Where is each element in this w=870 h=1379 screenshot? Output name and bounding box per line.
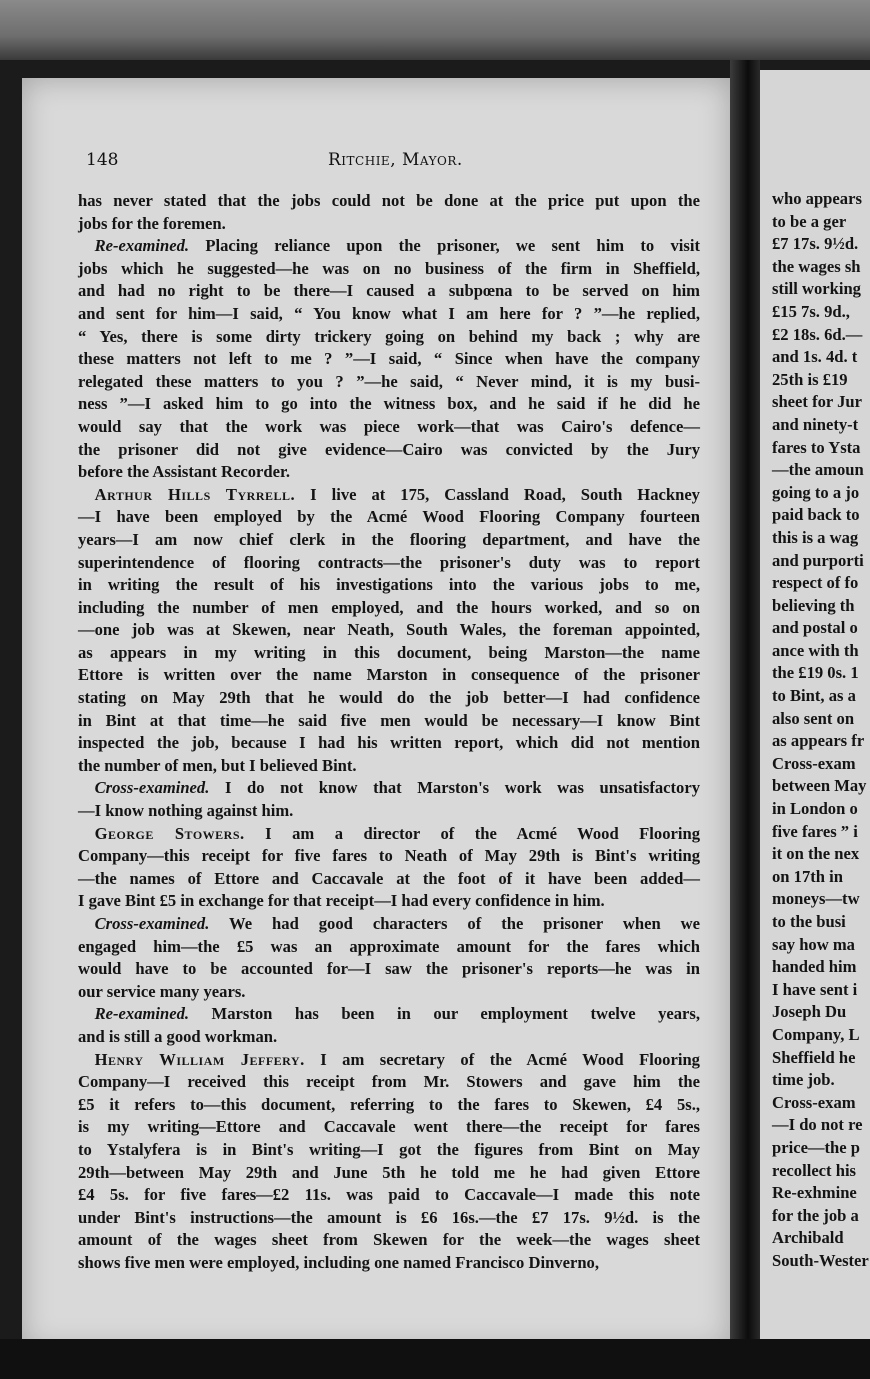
line-text: We had good characters of the prisoner when we bbox=[209, 914, 700, 933]
line-text: before the Assistant Recorder. bbox=[78, 462, 290, 482]
next-page-line: and postal o bbox=[772, 618, 858, 638]
line-text: “ Yes, there is some dirty trickery going on behind my back ; why are bbox=[78, 326, 700, 346]
text-line bbox=[78, 506, 700, 529]
next-page-line: sheet for Jur bbox=[772, 392, 863, 412]
line-text: has never stated that the jobs could not be done at the price put upon the bbox=[78, 191, 700, 210]
text-line bbox=[78, 484, 700, 507]
next-page-line: going to a jo bbox=[772, 482, 860, 502]
next-page-line: £2 18s. 6d.— bbox=[772, 324, 863, 344]
next-page-line: and 1s. 4d. t bbox=[772, 347, 858, 367]
text-line bbox=[78, 823, 700, 846]
witness-name: Henry William Jeffery. bbox=[94, 1049, 305, 1069]
line-text: I am secretary of the Acmé Wood Flooring bbox=[304, 1049, 700, 1069]
line-text: is my writing—Ettore and Caccavale went there—the receipt for fares bbox=[78, 1117, 700, 1137]
line-text: Placing reliance upon the prisoner, we sent him to visit bbox=[189, 236, 700, 256]
next-page-line: Sheffield he bbox=[772, 1047, 856, 1067]
next-page-line: Re-exhmine bbox=[772, 1183, 857, 1203]
line-text: as appears in my writing in this document, being Marston—the name bbox=[78, 642, 700, 662]
witness-name: Arthur Hills Tyrrell. bbox=[94, 484, 296, 504]
text-line bbox=[78, 213, 700, 236]
line-text: superintendence of flooring contracts—the prisoner's duty was to report bbox=[78, 552, 700, 572]
page-number: 148 bbox=[86, 150, 119, 170]
text-line bbox=[78, 755, 700, 778]
running-head: Ritchie, Mayor. bbox=[328, 150, 463, 170]
text-line bbox=[78, 303, 700, 326]
line-text: —I have been employed by the Acmé Wood Flooring Company fourteen bbox=[78, 507, 700, 527]
line-text: I gave Bint £5 in exchange for that receipt—I had every confidence in him. bbox=[78, 891, 605, 911]
line-text: —the names of Ettore and Caccavale at the foot of it have been added— bbox=[78, 868, 700, 888]
line-text: —I know nothing against him. bbox=[78, 801, 294, 821]
text-line bbox=[78, 642, 700, 665]
next-page-line: five fares ” i bbox=[772, 821, 858, 841]
next-page-line: —the amoun bbox=[772, 460, 864, 480]
next-page-line: ance with th bbox=[772, 640, 859, 660]
text-line bbox=[78, 1049, 700, 1072]
next-page-line: Joseph Du bbox=[772, 1002, 847, 1022]
line-text: including the number of men employed, and the hours worked, and so on bbox=[78, 597, 700, 617]
next-page-line: say how ma bbox=[772, 934, 855, 954]
next-page-line: £15 7s. 9d., bbox=[772, 301, 850, 321]
next-page-line: to Bint, as a bbox=[772, 686, 856, 706]
page-body-text bbox=[78, 190, 700, 1275]
page-header bbox=[86, 150, 696, 176]
line-text: would have to be accounted for—I saw the prisoner's reports—he was in bbox=[78, 959, 700, 979]
next-page-line: this is a wag bbox=[772, 527, 859, 547]
line-text: Marston has been in our employment twelve years, bbox=[189, 1004, 700, 1024]
witness-name: George Stowers. bbox=[94, 823, 245, 843]
examination-label: Cross-examined. bbox=[94, 778, 210, 798]
text-line bbox=[78, 1139, 700, 1162]
text-line bbox=[78, 1071, 700, 1094]
text-line bbox=[78, 958, 700, 981]
line-text: I do not know that Marston's work was unsatisfactory bbox=[209, 778, 700, 798]
text-line bbox=[78, 393, 700, 416]
next-page-line: and purporti bbox=[772, 550, 864, 570]
line-text: jobs for the foremen. bbox=[78, 213, 226, 233]
next-page-line: —I do not re bbox=[772, 1115, 863, 1135]
text-line bbox=[78, 732, 700, 755]
line-text: jobs which he suggested—he was on no business of the firm in Sheffield, bbox=[78, 258, 700, 278]
line-text: and had no right to be there—I caused a subpœna to be served on him bbox=[78, 281, 700, 301]
line-text: I am a director of the Acmé Wood Flooring bbox=[244, 823, 700, 843]
text-line bbox=[78, 574, 700, 597]
line-text: Company—this receipt for five fares to Neath of May 29th is Bint's writing bbox=[78, 846, 700, 866]
line-text: would say that the work was piece work—that was Cairo's defence— bbox=[78, 416, 700, 436]
line-text: under Bint's instructions—the amount is £6 16s.—the £7 17s. 9½d. is the bbox=[78, 1207, 700, 1227]
text-line bbox=[78, 687, 700, 710]
next-page-line: I have sent i bbox=[772, 979, 858, 999]
scan-bottom-border bbox=[0, 1339, 870, 1379]
line-text: our service many years. bbox=[78, 981, 246, 1001]
text-line bbox=[78, 190, 700, 213]
next-page-line: who appears bbox=[772, 189, 862, 208]
text-line bbox=[78, 371, 700, 394]
line-text: engaged him—the £5 was an approximate amount for the fares which bbox=[78, 936, 700, 956]
line-text: £5 it refers to—this document, referring to the fares to Skewen, £4 5s., bbox=[78, 1094, 700, 1114]
text-line bbox=[78, 913, 700, 936]
next-page-line: in London o bbox=[772, 799, 858, 819]
next-page-line: to be a ger bbox=[772, 211, 847, 231]
next-page-line: 25th is £19 bbox=[772, 369, 848, 389]
next-page-line: South-Wester bbox=[772, 1250, 869, 1270]
text-line bbox=[78, 439, 700, 462]
next-page-line: handed him bbox=[772, 957, 857, 977]
text-line bbox=[78, 845, 700, 868]
text-line bbox=[78, 1184, 700, 1207]
next-page-line: between May bbox=[772, 776, 867, 796]
text-line bbox=[78, 597, 700, 620]
text-line bbox=[78, 800, 700, 823]
line-text: £4 5s. for five fares—£2 11s. was paid to Caccavale—I made this note bbox=[78, 1185, 700, 1205]
line-text: Company—I received this receipt from Mr. Stowers and gave him the bbox=[78, 1072, 700, 1092]
text-line bbox=[78, 619, 700, 642]
next-page-line: recollect his bbox=[772, 1160, 857, 1180]
line-text: stating on May 29th that he would do the job better—I had confidence bbox=[78, 688, 700, 708]
line-text: —one job was at Skewen, near Neath, South Wales, the foreman appointed, bbox=[78, 620, 700, 640]
line-text: relegated these matters to you ? ”—he said, “ Never mind, it is my busi- bbox=[78, 371, 700, 391]
next-page-line: £7 17s. 9½d. bbox=[772, 234, 859, 254]
text-line bbox=[78, 1229, 700, 1252]
next-page-text bbox=[772, 188, 869, 1273]
next-page-line: still working bbox=[772, 279, 861, 299]
next-page-line: believing th bbox=[772, 595, 855, 615]
next-page-line: the £19 0s. 1 bbox=[772, 663, 859, 683]
text-line bbox=[78, 461, 700, 484]
text-line bbox=[78, 280, 700, 303]
line-text: the number of men, but I believed Bint. bbox=[78, 755, 357, 775]
text-line bbox=[78, 890, 700, 913]
examination-label: Re-examined. bbox=[94, 1004, 190, 1024]
line-text: amount of the wages sheet from Skewen for the week—the wages sheet bbox=[78, 1230, 700, 1250]
next-page-line: respect of fo bbox=[772, 573, 859, 593]
line-text: to Ystalyfera is in Bint's writing—I got the figures from Bint on May bbox=[78, 1139, 700, 1159]
line-text: I live at 175, Cassland Road, South Hackney bbox=[295, 484, 700, 504]
next-page-line: paid back to bbox=[772, 505, 860, 525]
next-page-line: fares to Ysta bbox=[772, 437, 861, 457]
text-line bbox=[78, 416, 700, 439]
line-text: in Bint at that time—he said five men would be necessary—I know Bint bbox=[78, 710, 700, 730]
text-line bbox=[78, 326, 700, 349]
next-page-line: also sent on bbox=[772, 708, 855, 728]
next-page-line: on 17th in bbox=[772, 866, 844, 886]
right-book-page-fragment bbox=[760, 70, 870, 1360]
next-page-line: and ninety-t bbox=[772, 414, 859, 434]
text-line bbox=[78, 710, 700, 733]
text-line bbox=[78, 1116, 700, 1139]
book-gutter bbox=[730, 60, 760, 1360]
text-line bbox=[78, 529, 700, 552]
text-line bbox=[78, 777, 700, 800]
next-page-line: as appears fr bbox=[772, 731, 865, 751]
next-page-line: the wages sh bbox=[772, 256, 861, 276]
line-text: 29th—between May 29th and June 5th he told me he had given Ettore bbox=[78, 1162, 700, 1182]
line-text: and is still a good workman. bbox=[78, 1026, 278, 1046]
examination-label: Cross-examined. bbox=[94, 914, 210, 933]
next-page-line: Cross-exam bbox=[772, 1092, 856, 1112]
text-line bbox=[78, 552, 700, 575]
text-line bbox=[78, 1026, 700, 1049]
text-line bbox=[78, 1094, 700, 1117]
line-text: ness ”—I asked him to go into the witness box, and he said if he did he bbox=[78, 394, 700, 414]
text-line bbox=[78, 936, 700, 959]
next-page-line: price—the p bbox=[772, 1137, 861, 1157]
text-line bbox=[78, 1252, 700, 1275]
text-line bbox=[78, 1162, 700, 1185]
next-page-line: to the busi bbox=[772, 912, 846, 931]
text-line bbox=[78, 235, 700, 258]
next-page-line: Company, L bbox=[772, 1024, 860, 1044]
line-text: shows five men were employed, including one named Francisco Dinverno, bbox=[78, 1252, 600, 1272]
line-text: and sent for him—I said, “ You know what I am here for ? ”—he replied, bbox=[78, 303, 700, 323]
text-line bbox=[78, 348, 700, 371]
examination-label: Re-examined. bbox=[94, 236, 190, 256]
next-page-line: it on the nex bbox=[772, 844, 860, 864]
text-line bbox=[78, 1207, 700, 1230]
next-page-line: for the job a bbox=[772, 1205, 859, 1225]
text-line bbox=[78, 1003, 700, 1026]
line-text: Ettore is written over the name Marston in consequence of the prisoner bbox=[78, 665, 700, 685]
line-text: the prisoner did not give evidence—Cairo was convicted by the Jury bbox=[78, 439, 700, 459]
line-text: inspected the job, because I had his written report, which did not mention bbox=[78, 733, 700, 753]
text-line bbox=[78, 664, 700, 687]
text-line bbox=[78, 258, 700, 281]
next-page-line: moneys—tw bbox=[772, 889, 860, 909]
scan-top-border bbox=[0, 0, 870, 60]
line-text: in writing the result of his investigations into the various jobs to me, bbox=[78, 575, 700, 595]
line-text: years—I am now chief clerk in the flooring department, and have the bbox=[78, 529, 700, 549]
text-line bbox=[78, 868, 700, 891]
next-page-line: Cross-exam bbox=[772, 753, 856, 773]
line-text: these matters not left to me ? ”—I said, “ Since when have the company bbox=[78, 349, 700, 369]
text-line bbox=[78, 981, 700, 1004]
next-page-line: Archibald bbox=[772, 1228, 844, 1248]
next-page-line: time job. bbox=[772, 1070, 835, 1090]
